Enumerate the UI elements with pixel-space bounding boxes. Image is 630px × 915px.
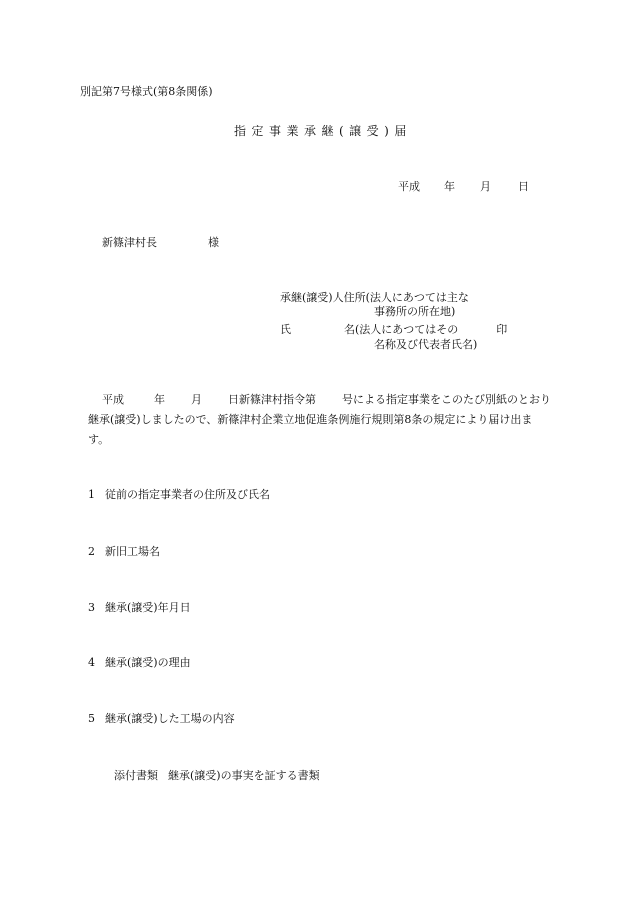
successor-name-label-cont: 名称及び代表者氏名) xyxy=(374,338,478,351)
successor-name-line xyxy=(280,324,507,335)
body-rest-2: 号による指定事業をこのたび別紙のとおり継承(譲受)しましたので、新篠津村企業立地促進条例施行規則第8条の規定により届け出ます。 xyxy=(88,393,551,446)
attachment-line xyxy=(114,770,320,781)
item-number: 1 xyxy=(88,488,95,501)
item-number: 2 xyxy=(88,545,95,558)
item-number: 5 xyxy=(88,712,95,725)
item-text: 従前の指定事業者の住所及び氏名 xyxy=(105,488,270,501)
successor-address-label-cont: 事務所の所在地) xyxy=(374,305,456,318)
recipient-name: 新篠津村長 xyxy=(102,236,157,249)
successor-address-label: 承継(譲受)人住所(法人にあつては主な xyxy=(280,291,469,304)
recipient-honorific: 様 xyxy=(208,236,219,249)
successor-name-label-1: 氏 xyxy=(280,323,291,336)
date-line xyxy=(398,181,529,192)
body-year: 年 xyxy=(154,393,165,406)
list-item xyxy=(88,546,160,557)
list-item xyxy=(88,657,191,668)
item-number: 4 xyxy=(88,656,95,669)
item-text: 継承(譲受)の理由 xyxy=(105,656,191,669)
item-text: 継承(譲受)年月日 xyxy=(105,601,191,614)
body-rest-1: 日新篠津村指令第 xyxy=(228,393,316,406)
date-year-label: 年 xyxy=(444,180,455,193)
successor-name-label-2: 名(法人にあつてはその xyxy=(344,323,459,336)
list-item xyxy=(88,713,235,724)
form-reference: 別記第7号様式(第8条関係) xyxy=(80,85,213,98)
seal-mark: 印 xyxy=(496,323,508,336)
list-item xyxy=(88,489,270,500)
item-number: 3 xyxy=(88,601,95,614)
item-text: 新旧工場名 xyxy=(105,545,160,558)
item-text: 継承(譲受)した工場の内容 xyxy=(105,712,235,725)
attachment-text: 継承(譲受)の事実を証する書類 xyxy=(168,769,320,782)
recipient xyxy=(102,237,219,248)
list-item xyxy=(88,602,191,613)
body-paragraph xyxy=(88,390,552,450)
document-title: 指定事業承継(譲受)届 xyxy=(234,124,412,138)
date-day-label: 日 xyxy=(518,180,529,193)
body-era: 平成 xyxy=(102,393,124,406)
attachment-label: 添付書類 xyxy=(114,769,158,782)
date-era: 平成 xyxy=(398,180,420,193)
date-month-label: 月 xyxy=(480,180,491,193)
body-month: 月 xyxy=(191,393,202,406)
